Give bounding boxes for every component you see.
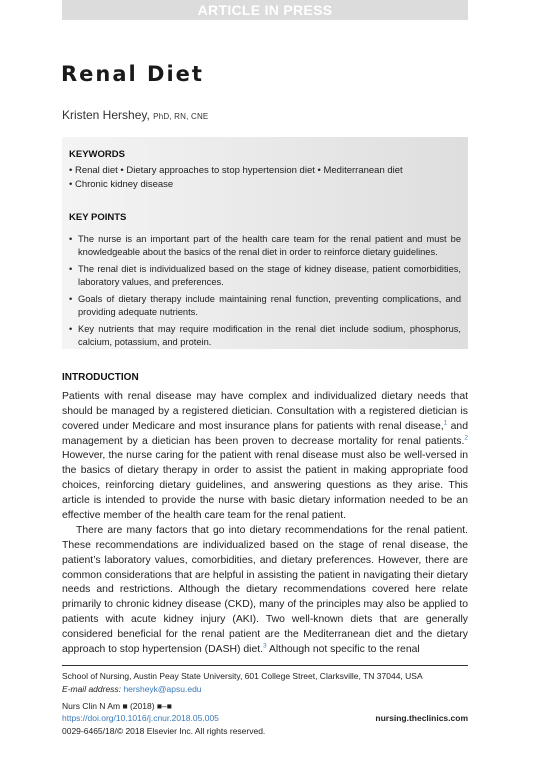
paragraph-text: Although not specific to the renal xyxy=(266,643,420,655)
journal-site[interactable]: nursing.theclinics.com xyxy=(375,713,468,723)
key-point-item: • The renal diet is individualized based on the stage of kidney disease, patient comorbidities, laboratory values, and preferences. xyxy=(69,263,461,288)
author-credentials: PhD, RN, CNE xyxy=(153,112,209,121)
reference-link[interactable]: 2 xyxy=(464,434,468,442)
keywords-line-1: • Renal diet • Dietary approaches to stop hypertension diet • Mediterranean diet xyxy=(69,165,403,176)
introduction-heading: INTRODUCTION xyxy=(62,372,139,383)
key-point-item: • Key nutrients that may require modification in the renal diet include sodium, phosphorus, calcium, potassium, and protein. xyxy=(69,323,461,348)
key-points-list xyxy=(69,233,461,353)
paragraph-text: and management by a dietician has been proven to decrease mortality for renal patients. xyxy=(62,420,468,447)
introduction-paragraph-2 xyxy=(62,524,468,658)
author-name: Kristen Hershey, xyxy=(62,108,150,122)
author-line xyxy=(62,108,208,122)
article-in-press-banner xyxy=(62,0,468,20)
article-title: Renal Diet xyxy=(61,62,204,86)
keywords-line-2: • Chronic kidney disease xyxy=(69,179,174,190)
journal-citation: Nurs Clin N Am ■ (2018) ■–■ xyxy=(62,701,172,711)
introduction-paragraph-1 xyxy=(62,390,468,524)
banner-text: ARTICLE IN PRESS xyxy=(197,2,333,18)
email-label: E-mail address: xyxy=(62,684,122,694)
email-link[interactable]: hersheyk@apsu.edu xyxy=(123,684,202,694)
reference-link[interactable]: 1 xyxy=(443,419,448,427)
key-point-item: • Goals of dietary therapy include maintaining renal function, preventing complications, and providing adequate nutrients. xyxy=(69,293,461,318)
keywords-heading: KEYWORDS xyxy=(69,149,125,160)
key-points-heading: KEY POINTS xyxy=(69,212,127,223)
paragraph-text: There are many factors that go into dietary recommendations for the renal patient. These recommendations are individualized based on the stage of renal disease, the patient’s laboratory values, comorbidities, and dietary preferences. However, there are common considerations that are helpful in assisting the patient in navigating their dietary needs and restrictions. Although the dietary recommendations covered here relate primarily to chronic kidney disease (CKD), many of the principles may also be applied to patients with acute kidney injury (AKI). Two well-known diets that are generally considered beneficial for the renal patient are the Mediterranean diet and the dietary approach to stop hypertension (DASH) diet. xyxy=(62,525,468,655)
key-point-item: • The nurse is an important part of the health care team for the renal patient and must be knowledgeable about the basics of the renal diet in order to reinforce dietary guidelines. xyxy=(69,233,461,258)
doi-link[interactable]: https://doi.org/10.1016/j.cnur.2018.05.005 xyxy=(62,713,219,723)
affiliation: School of Nursing, Austin Peay State University, 601 College Street, Clarksville, TN 37044, USA xyxy=(62,671,423,681)
footer-divider xyxy=(62,665,468,666)
reference-link[interactable]: 3 xyxy=(263,642,267,650)
paragraph-text: Patients with renal disease may have complex and individualized dietary needs that should be managed by a registered dietician. Consultation with a registered dietician is covered under Medicare and most insurance plans for patients with renal disease, xyxy=(62,391,468,432)
copyright: 0029-6465/18/© 2018 Elsevier Inc. All rights reserved. xyxy=(62,726,266,736)
keywords-box xyxy=(62,137,468,349)
paragraph-text: However, the nurse caring for the patient with renal disease must also be well-versed in the basics of dietary therapy in order to assist the patient in making appropriate food choices, reinforcing dietary guidelines, and answering questions as they arise. This article is intended to provide the nurse with basic dietary information needed to be an effective member of the health care team for the renal patient. xyxy=(62,450,468,521)
email-line xyxy=(62,684,202,694)
